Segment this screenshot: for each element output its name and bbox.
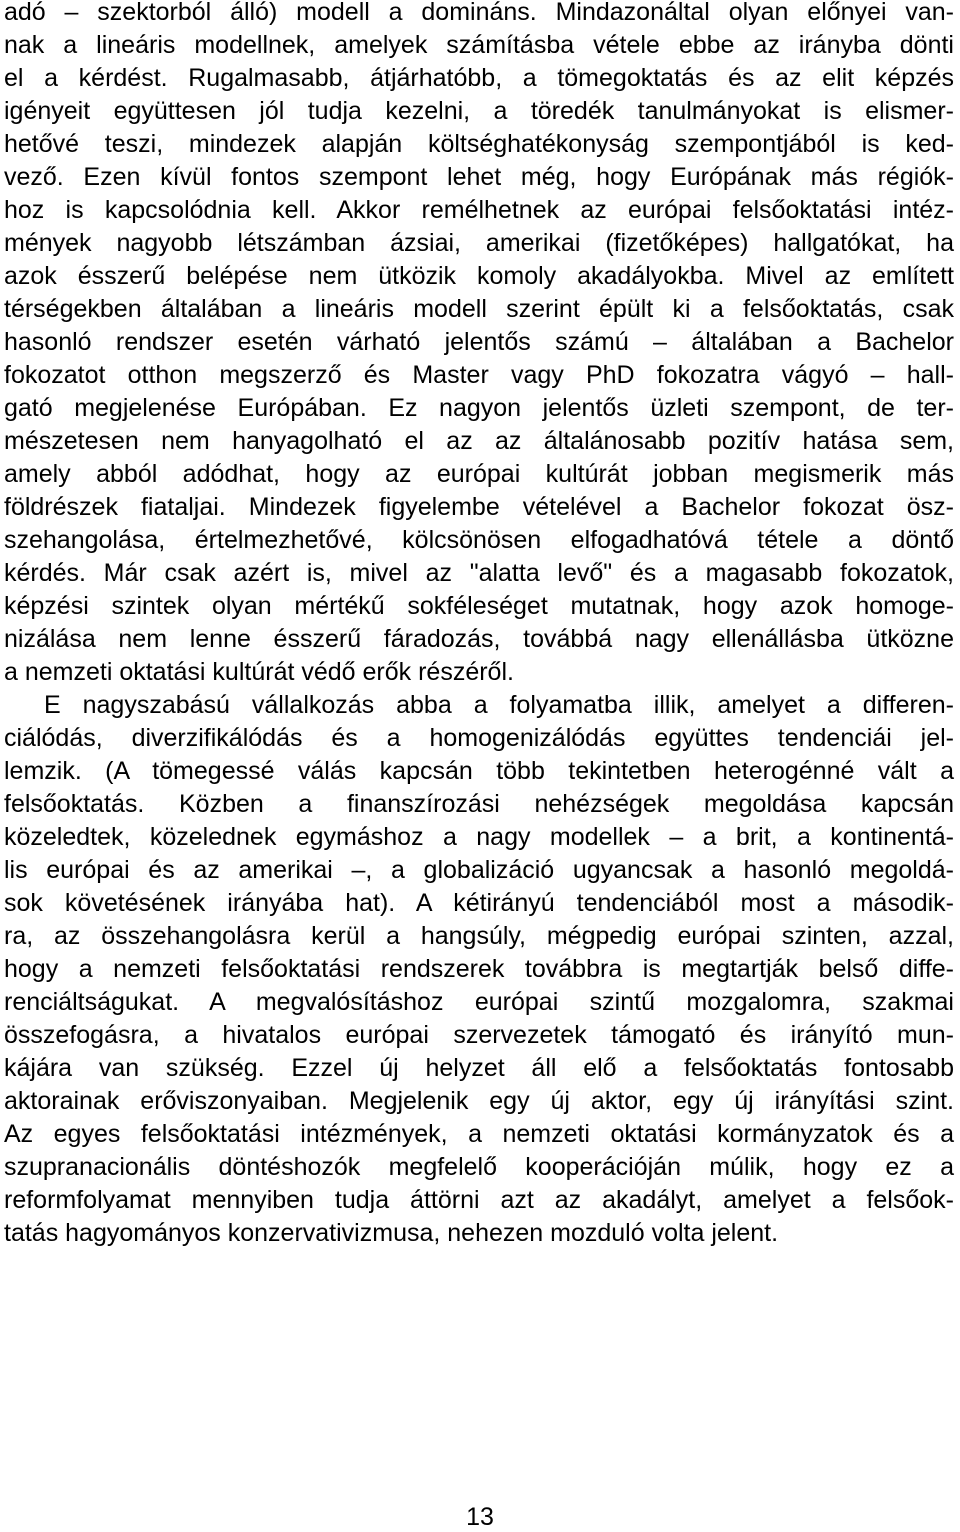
- text-line: reformfolyamat mennyiben tudja áttörni azt az akadályt, amelyet a felsőok-: [4, 1186, 954, 1214]
- text-line: földrészek fiataljai. Mindezek figyelembe vételével a Bachelor fokozat ösz-: [4, 493, 954, 521]
- text-line: gató megjelenése Európában. Ez nagyon jelentős üzleti szempont, de ter-: [4, 394, 954, 422]
- text-line: vező. Ezen kívül fontos szempont lehet még, hogy Európának más régiók-: [4, 163, 954, 191]
- page-number: 13: [466, 1503, 494, 1531]
- text-line: renciáltságukat. A megvalósításhoz európai szintű mozgalomra, szakmai: [4, 988, 954, 1016]
- text-line: térségekben általában a lineáris modell szerint épült ki a felsőoktatás, csak: [4, 295, 954, 323]
- text-line: lis európai és az amerikai –, a globalizáció ugyancsak a hasonló megoldá-: [4, 856, 954, 884]
- text-line: E nagyszabású vállalkozás abba a folyamatba illik, amelyet a differen-: [44, 691, 954, 719]
- text-line: képzési szintek olyan mértékű sokféleséget mutatnak, hogy azok homoge-: [4, 592, 954, 620]
- text-line: kérdés. Már csak azért is, mivel az "alatta levő" és a magasabb fokozatok,: [4, 559, 954, 587]
- text-line: igényeit együttesen jól tudja kezelni, a töredék tanulmányokat is elismer-: [4, 97, 954, 125]
- text-line: azok ésszerű belépése nem ütközik komoly akadályokba. Mivel az említett: [4, 262, 954, 290]
- paragraph-2: [4, 689, 954, 1250]
- text-line: hetővé teszi, mindezek alapján költséghatékonyság szempontjából is ked-: [4, 130, 954, 158]
- text-line: el a kérdést. Rugalmasabb, átjárhatóbb, a tömegoktatás és az elit képzés: [4, 64, 954, 92]
- text-line: hogy a nemzeti felsőoktatási rendszerek továbbra is megtartják belső diffe-: [4, 955, 954, 983]
- text-line: szehangolása, értelmezhetővé, kölcsönösen elfogadhatóvá tétele a döntő: [4, 526, 954, 554]
- text-line: szupranacionális döntéshozók megfelelő kooperációján múlik, hogy ez a: [4, 1153, 954, 1181]
- text-line: adó – szektorból álló) modell a domináns. Mindazonáltal olyan előnyei van-: [4, 0, 954, 26]
- text-line: ciálódás, diverzifikálódás és a homogenizálódás együttes tendenciái jel-: [4, 724, 954, 752]
- text-line: amely abból adódhat, hogy az európai kultúrát jobban megismerik más: [4, 460, 954, 488]
- text-line: ra, az összehangolásra kerül a hangsúly, mégpedig európai szinten, azzal,: [4, 922, 954, 950]
- text-line: sok követésének irányába hat). A kétirányú tendenciából most a második-: [4, 889, 954, 917]
- text-line: kájára van szükség. Ezzel új helyzet áll elő a felsőoktatás fontosabb: [4, 1054, 954, 1082]
- body-text: [4, 0, 954, 1250]
- text-line: nak a lineáris modellnek, amelyek számításba vétele ebbe az irányba dönti: [4, 31, 954, 59]
- paragraph-1: [4, 0, 954, 689]
- text-line: hasonló rendszer esetén várható jelentős számú – általában a Bachelor: [4, 328, 954, 356]
- text-line: felsőoktatás. Közben a finanszírozási nehézségek megoldása kapcsán: [4, 790, 954, 818]
- text-line: Az egyes felsőoktatási intézmények, a nemzeti oktatási kormányzatok és a: [4, 1120, 954, 1148]
- text-line: fokozatot otthon megszerző és Master vagy PhD fokozatra vágyó – hall-: [4, 361, 954, 389]
- text-line: mészetesen nem hanyagolható el az az általánosabb pozitív hatása sem,: [4, 427, 954, 455]
- text-line: összefogásra, a hivatalos európai szervezetek támogató és irányító mun-: [4, 1021, 954, 1049]
- text-line: hoz is kapcsolódnia kell. Akkor remélhetnek az európai felsőoktatási intéz-: [4, 196, 954, 224]
- text-line: nizálása nem lenne ésszerű fáradozás, továbbá nagy ellenállásba ütközne: [4, 625, 954, 653]
- text-line: közeledtek, közelednek egymáshoz a nagy modellek – a brit, a kontinentá-: [4, 823, 954, 851]
- text-line: tatás hagyományos konzervativizmusa, nehezen mozduló volta jelent.: [4, 1219, 779, 1247]
- text-line: mények nagyobb létszámban ázsiai, amerikai (fizetőképes) hallgatókat, ha: [4, 229, 954, 257]
- text-line: lemzik. (A tömegessé válás kapcsán több tekintetben heterogénné vált a: [4, 757, 954, 785]
- text-line: a nemzeti oktatási kultúrát védő erők részéről.: [4, 658, 514, 686]
- text-line: aktorainak erőviszonyaiban. Megjelenik egy új aktor, egy új irányítási szint.: [4, 1087, 954, 1115]
